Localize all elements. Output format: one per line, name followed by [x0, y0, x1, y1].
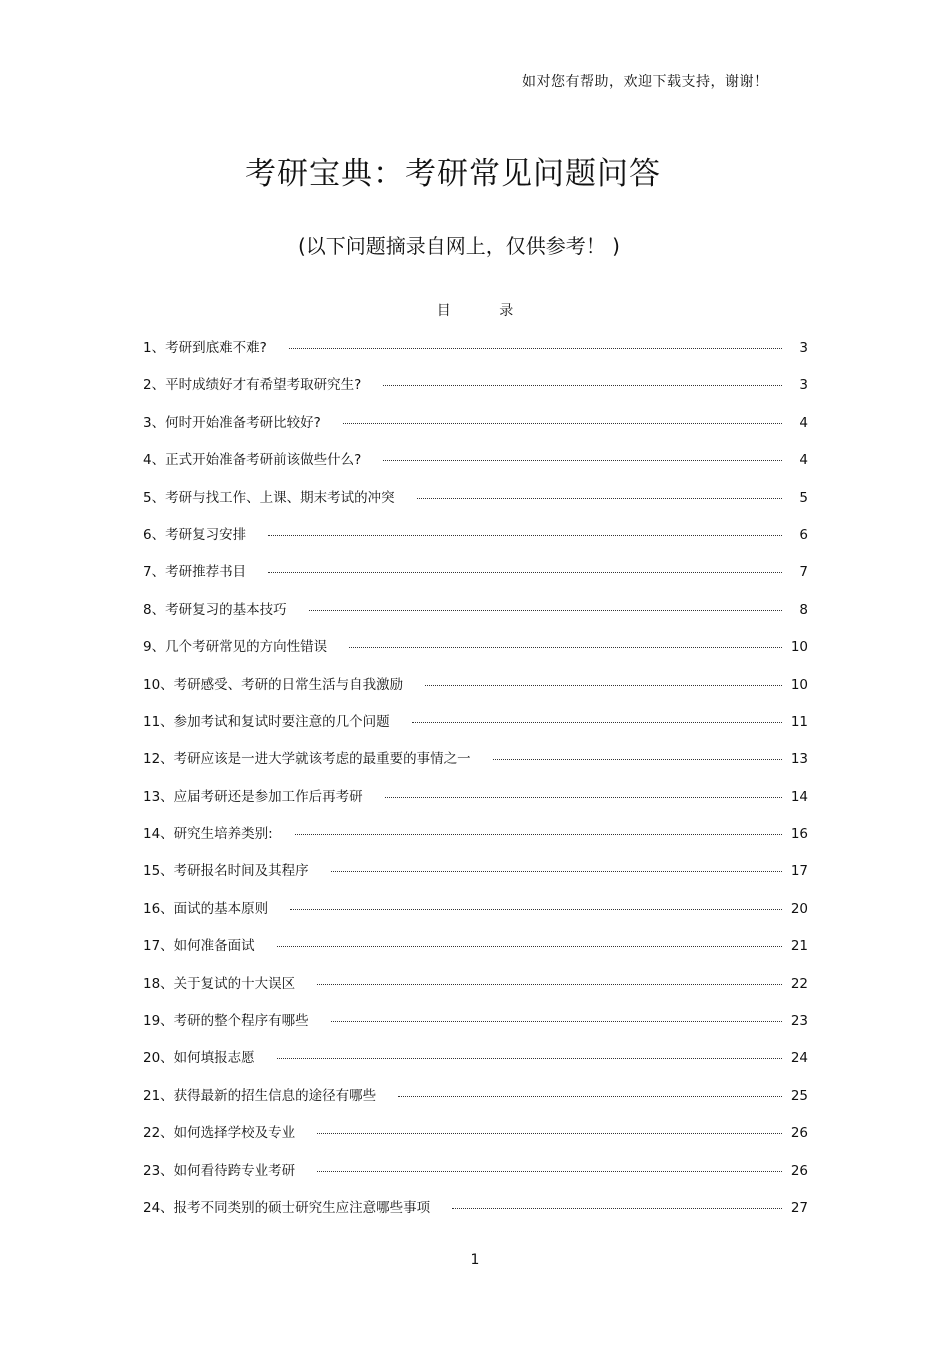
toc-entry-page: 10: [790, 639, 808, 656]
toc-entry[interactable]: [143, 785, 808, 822]
toc-entry[interactable]: [143, 560, 808, 597]
toc-entry-label: 6、考研复习安排: [143, 526, 247, 543]
toc-dot-leader: [317, 984, 782, 985]
toc-entry-page: 3: [799, 377, 808, 394]
toc-entry-label: 15、考研报名时间及其程序: [143, 863, 309, 880]
toc-entry-label: 3、何时开始准备考研比较好?: [143, 414, 321, 431]
toc-entry-page: 17: [790, 863, 808, 880]
toc-entry-label: 16、面试的基本原则: [143, 900, 269, 917]
toc-heading: 目 录: [436, 303, 536, 319]
toc-dot-leader: [317, 1133, 782, 1134]
toc-entry[interactable]: [143, 747, 808, 784]
toc-entry-label: 9、几个考研常见的方向性错误: [143, 639, 328, 656]
toc-dot-leader: [309, 610, 782, 611]
toc-entry-label: 20、如何填报志愿: [143, 1050, 255, 1067]
toc-dot-leader: [417, 498, 782, 499]
toc-entry-label: 8、考研复习的基本技巧: [143, 601, 287, 618]
toc-entry[interactable]: [143, 1196, 808, 1233]
toc-entry-label: 17、如何准备面试: [143, 938, 255, 955]
toc-entry-page: 16: [790, 826, 808, 843]
toc-entry[interactable]: [143, 486, 808, 523]
header-note: 如对您有帮助，欢迎下载支持，谢谢！: [522, 74, 769, 90]
toc-dot-leader: [289, 348, 782, 349]
toc-dot-leader: [452, 1208, 782, 1209]
toc-dot-leader: [385, 797, 782, 798]
toc-entry[interactable]: [143, 710, 808, 747]
toc-entry-label: 23、如何看待跨专业考研: [143, 1162, 296, 1179]
toc-dot-leader: [349, 647, 782, 648]
toc-dot-leader: [425, 685, 782, 686]
toc-dot-leader: [331, 871, 782, 872]
toc-dot-leader: [343, 423, 782, 424]
toc-dot-leader: [493, 759, 782, 760]
page-number: 1: [470, 1252, 480, 1268]
toc-entry[interactable]: [143, 897, 808, 934]
toc-entry-page: 13: [790, 751, 808, 768]
toc-entry[interactable]: [143, 673, 808, 710]
toc-entry-page: 6: [799, 526, 808, 543]
toc-entry-page: 25: [790, 1087, 808, 1104]
toc-dot-leader: [290, 909, 782, 910]
toc-entry-label: 4、正式开始准备考研前该做些什么?: [143, 452, 362, 469]
toc-entry-page: 22: [790, 975, 808, 992]
toc-entry[interactable]: [143, 1084, 808, 1121]
toc-dot-leader: [383, 460, 782, 461]
toc-dot-leader: [383, 385, 782, 386]
toc-entry-label: 1、考研到底难不难?: [143, 340, 267, 356]
toc-entry-label: 12、考研应该是一进大学就该考虑的最重要的事情之一: [143, 751, 471, 768]
toc-entry[interactable]: [143, 859, 808, 896]
page-subtitle: (以下问题摘录自网上，仅供参考！ ): [298, 234, 620, 258]
toc-entry-label: 7、考研推荐书目: [143, 564, 247, 581]
toc-entry[interactable]: [143, 934, 808, 971]
toc-entry-page: 26: [790, 1125, 808, 1142]
table-of-contents: [143, 336, 808, 1233]
toc-dot-leader: [277, 1058, 782, 1059]
toc-entry[interactable]: [143, 1046, 808, 1083]
toc-entry[interactable]: [143, 1159, 808, 1196]
toc-entry-page: 24: [790, 1050, 808, 1067]
toc-dot-leader: [412, 722, 782, 723]
toc-entry-page: 5: [799, 489, 808, 506]
toc-entry-page: 10: [790, 676, 808, 693]
toc-entry-page: 7: [799, 564, 808, 581]
toc-dot-leader: [277, 946, 782, 947]
toc-entry[interactable]: [143, 635, 808, 672]
toc-entry[interactable]: [143, 411, 808, 448]
toc-entry-label: 14、研究生培养类别:: [143, 826, 273, 843]
toc-dot-leader: [331, 1021, 782, 1022]
toc-entry-label: 22、如何选择学校及专业: [143, 1125, 296, 1142]
toc-entry-page: 4: [799, 414, 808, 431]
toc-dot-leader: [268, 535, 782, 536]
toc-entry-label: 13、应届考研还是参加工作后再考研: [143, 788, 363, 805]
toc-entry-label: 21、获得最新的招生信息的途径有哪些: [143, 1087, 377, 1104]
toc-entry-label: 2、平时成绩好才有希望考取研究生?: [143, 377, 362, 394]
toc-entry[interactable]: [143, 822, 808, 859]
toc-entry-page: 14: [790, 788, 808, 805]
toc-entry[interactable]: [143, 598, 808, 635]
toc-entry-page: 3: [799, 340, 808, 356]
toc-entry[interactable]: [143, 448, 808, 485]
toc-entry-label: 10、考研感受、考研的日常生活与自我激励: [143, 676, 404, 693]
toc-entry-label: 24、报考不同类别的硕士研究生应注意哪些事项: [143, 1199, 431, 1216]
toc-entry[interactable]: [143, 373, 808, 410]
toc-entry-page: 21: [790, 938, 808, 955]
toc-entry[interactable]: [143, 1009, 808, 1046]
page-title: 考研宝典：考研常见问题问答: [245, 156, 661, 192]
toc-dot-leader: [317, 1171, 782, 1172]
toc-entry-page: 8: [799, 601, 808, 618]
toc-entry[interactable]: [143, 523, 808, 560]
toc-dot-leader: [398, 1096, 782, 1097]
toc-entry[interactable]: [143, 1121, 808, 1158]
toc-entry-page: 11: [790, 713, 808, 730]
toc-entry-page: 23: [790, 1013, 808, 1030]
toc-entry-label: 5、考研与找工作、上课、期末考试的冲突: [143, 489, 395, 506]
toc-entry-page: 4: [799, 452, 808, 469]
toc-entry[interactable]: [143, 972, 808, 1009]
toc-entry-label: 18、关于复试的十大误区: [143, 975, 296, 992]
toc-entry-page: 20: [790, 900, 808, 917]
toc-entry-label: 11、参加考试和复试时要注意的几个问题: [143, 713, 390, 730]
toc-dot-leader: [295, 834, 782, 835]
toc-entry-page: 26: [790, 1162, 808, 1179]
toc-dot-leader: [268, 572, 782, 573]
toc-entry[interactable]: [143, 336, 808, 373]
toc-entry-page: 27: [790, 1199, 808, 1216]
toc-entry-label: 19、考研的整个程序有哪些: [143, 1013, 309, 1030]
